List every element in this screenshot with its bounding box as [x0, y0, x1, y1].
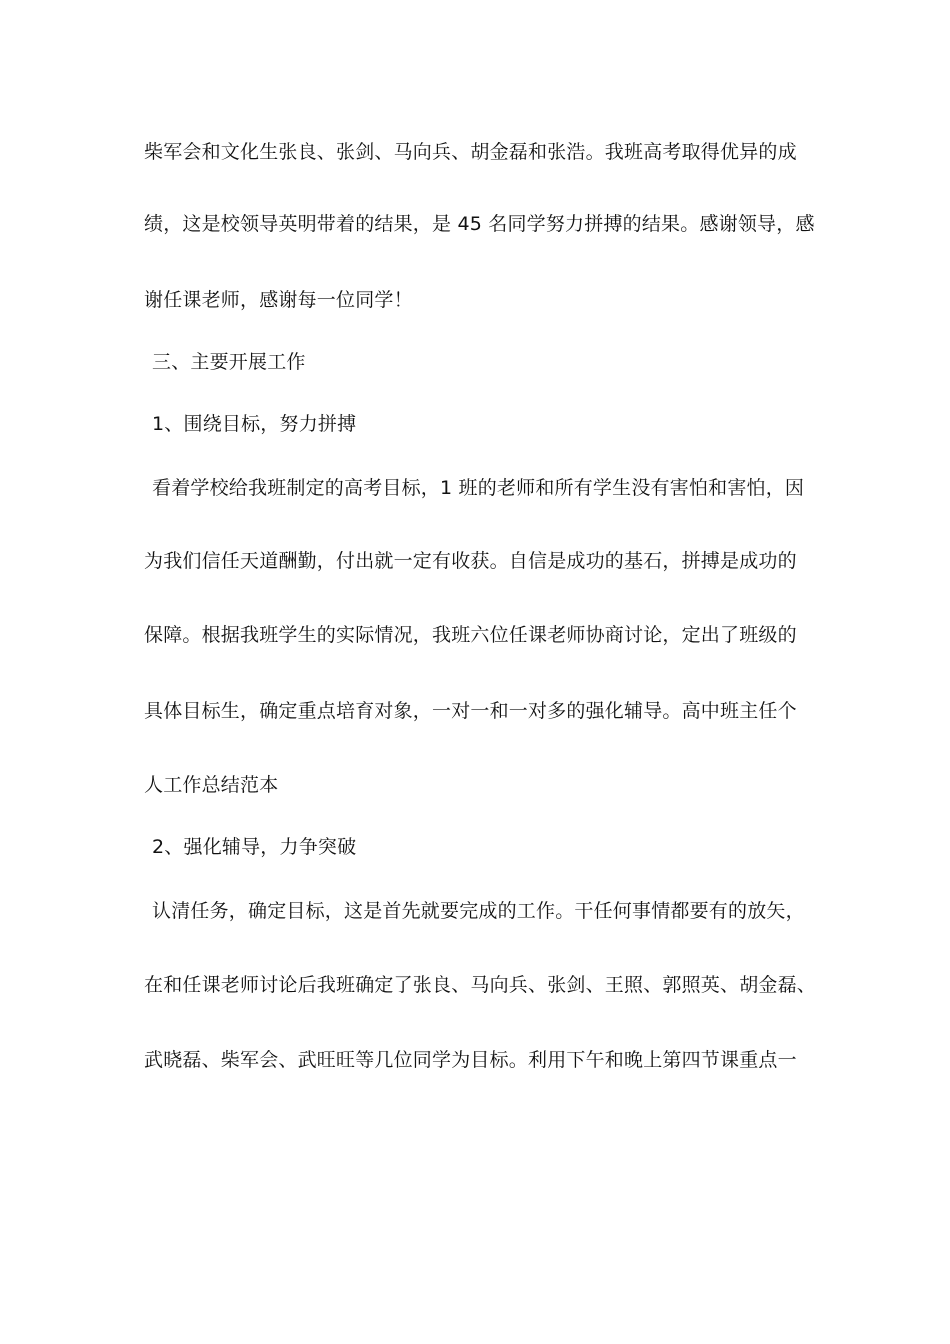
paragraph-line: 武晓磊、柴军会、武旺旺等几位同学为目标。利用下午和晚上第四节课重点一: [144, 1049, 797, 1071]
paragraph-line: 谢任课老师，感谢每一位同学！: [144, 289, 413, 311]
paragraph-line: 在和任课老师讨论后我班确定了张良、马向兵、张剑、王照、郭照英、胡金磊、: [144, 974, 817, 996]
paragraph-line: 具体目标生，确定重点培育对象，一对一和一对多的强化辅导。高中班主任个: [144, 700, 797, 722]
paragraph-line: 为我们信任天道酬勤，付出就一定有收获。自信是成功的基石，拼搏是成功的: [144, 550, 797, 572]
subsection-heading: 2、强化辅导，力争突破: [152, 836, 357, 858]
section-heading: 三、主要开展工作: [152, 351, 306, 373]
paragraph-line: 认清任务，确定目标，这是首先就要完成的工作。干任何事情都要有的放矢，: [152, 900, 805, 922]
paragraph-line: 柴军会和文化生张良、张剑、马向兵、胡金磊和张浩。我班高考取得优异的成: [144, 141, 797, 163]
paragraph-line: 保障。根据我班学生的实际情况，我班六位任课老师协商讨论，定出了班级的: [144, 624, 797, 646]
paragraph-line: 看着学校给我班制定的高考目标，1 班的老师和所有学生没有害怕和害怕，因: [152, 477, 805, 499]
paragraph-line: 人工作总结范本: [144, 774, 279, 796]
paragraph-line: 绩，这是校领导英明带着的结果，是 45 名同学努力拼搏的结果。感谢领导，感: [144, 213, 815, 235]
subsection-heading: 1、围绕目标，努力拼搏: [152, 413, 357, 435]
